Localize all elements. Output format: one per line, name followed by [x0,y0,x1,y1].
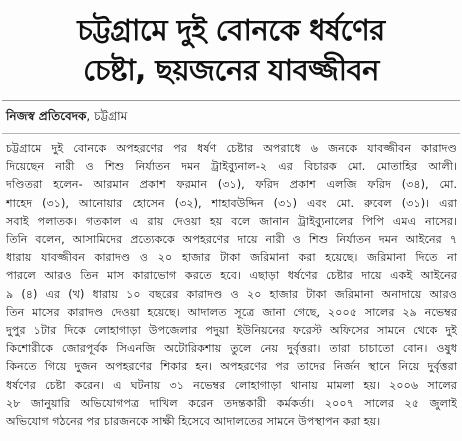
body-line: সবাই পলাতক। গতকাল এ রায় দেওয়া হয় বলে জানান ট্রাইব্যুনালের পিপি এমএ নাসের। [6,214,457,228]
headline [6,10,456,92]
body-line: পারলে আরও তিন মাস কারাভোগ করতে হবে। এছাড়া ধর্ষণের চেষ্টার দায়ে একই আইনের [6,269,457,283]
body-line: দুপুর ১টার দিকে লোহাগাড়া উপজেলার পদুয়া ইউনিয়নের ফরেস্ট অফিসের সামনে থেকে দুই [6,324,457,338]
body-line: কিশোরীকে জোরপূর্বক সিএনজি অটোরিকশায় তুলে নেয় দুর্বৃত্তরা। তারা চাচাতো বোন। ওষুধ [6,342,457,356]
divider-bottom [2,133,460,134]
body-line: দণ্ডিতরা হলেন- আরমান প্রকাশ ফরমান (৩১), ফরিদ প্রকাশ এলজি ফরিদ (৩৪), মো. [6,178,457,192]
byline-separator: , [86,109,95,123]
body-line: ৯ (৪) এর (খ) ধারায় ১০ বছরের কারাদণ্ড ও ২০ হাজার টাকা জরিমানা অনাদায়ে আরও [6,287,457,301]
byline-author: নিজস্ব প্রতিবেদক [6,109,87,123]
body-line: তিনি বলেন, আসামিদের প্রত্যেককে অপহরণের দায়ে নারী ও শিশু নির্যাতন দমন আইনের ৭ [6,233,457,247]
headline-line-1: চট্টগ্রামে দুই বোনকে ধর্ষণের [77,13,385,47]
body-line: ধর্ষণের চেষ্টা করেন। এ ঘটনায় ৩১ নভেম্বর লোহাগাড়া থানায় মামলা হয়। ২০০৬ সালের [6,378,457,392]
body-line: ধারায় যাবজ্জীবন কারাদণ্ড ও ২০ হাজার টাকা জরিমানা করা হয়েছে। জরিমানা দিতে না [6,251,457,265]
byline-location: চট্টগ্রাম [94,109,128,123]
divider-top [2,100,460,101]
body-line: তিন মাসের কারাদণ্ড দেওয়া হয়েছে। আদালত সূত্রে জানা গেছে, ২০০৫ সালের ২৯ নভেম্বর [6,305,457,319]
body-line: দিয়েছেন নারী ও শিশু নির্যাতন দমন ট্রাইব্যুনাল-২ এর বিচারক মো. মোতাহির আলী। [6,160,457,174]
body-line: অভিযোগ গঠনের পর চারজনকে সাক্ষী হিসেবে আদালতের সামনে উপস্থাপন করা হয়। [6,415,381,429]
body-line: চট্টগ্রামে দুই বোনকে অপহরণের পর ধর্ষণ চেষ্টার অপরাধে ৬ জনকে যাবজ্জীবন কারাদণ্ড [6,142,457,155]
body-line: শাহেদ (৩১), আনোয়ার হোসেন (৩২), শাহাবউদ্দিন (৩১) এবং মো. রুবেল (৩১)। এরা [6,196,457,210]
article-body [6,140,457,439]
body-line: কিনতে গিয়ে দুজন অপহরণের শিকার হন। অপহরণের পর তাদের নির্জন স্থানে নিয়ে দুর্বৃত্তরা [6,360,457,374]
byline [6,106,127,126]
headline-line-2: চেষ্টা, ছয়জনের যাবজ্জীবন [83,53,379,87]
body-line: ২৮ জানুয়ারি অভিযোগপত্র দাখিল করেন তদন্তকারী কর্মকর্তা। ২০০৭ সালের ২৫ জুলাই [6,396,457,410]
